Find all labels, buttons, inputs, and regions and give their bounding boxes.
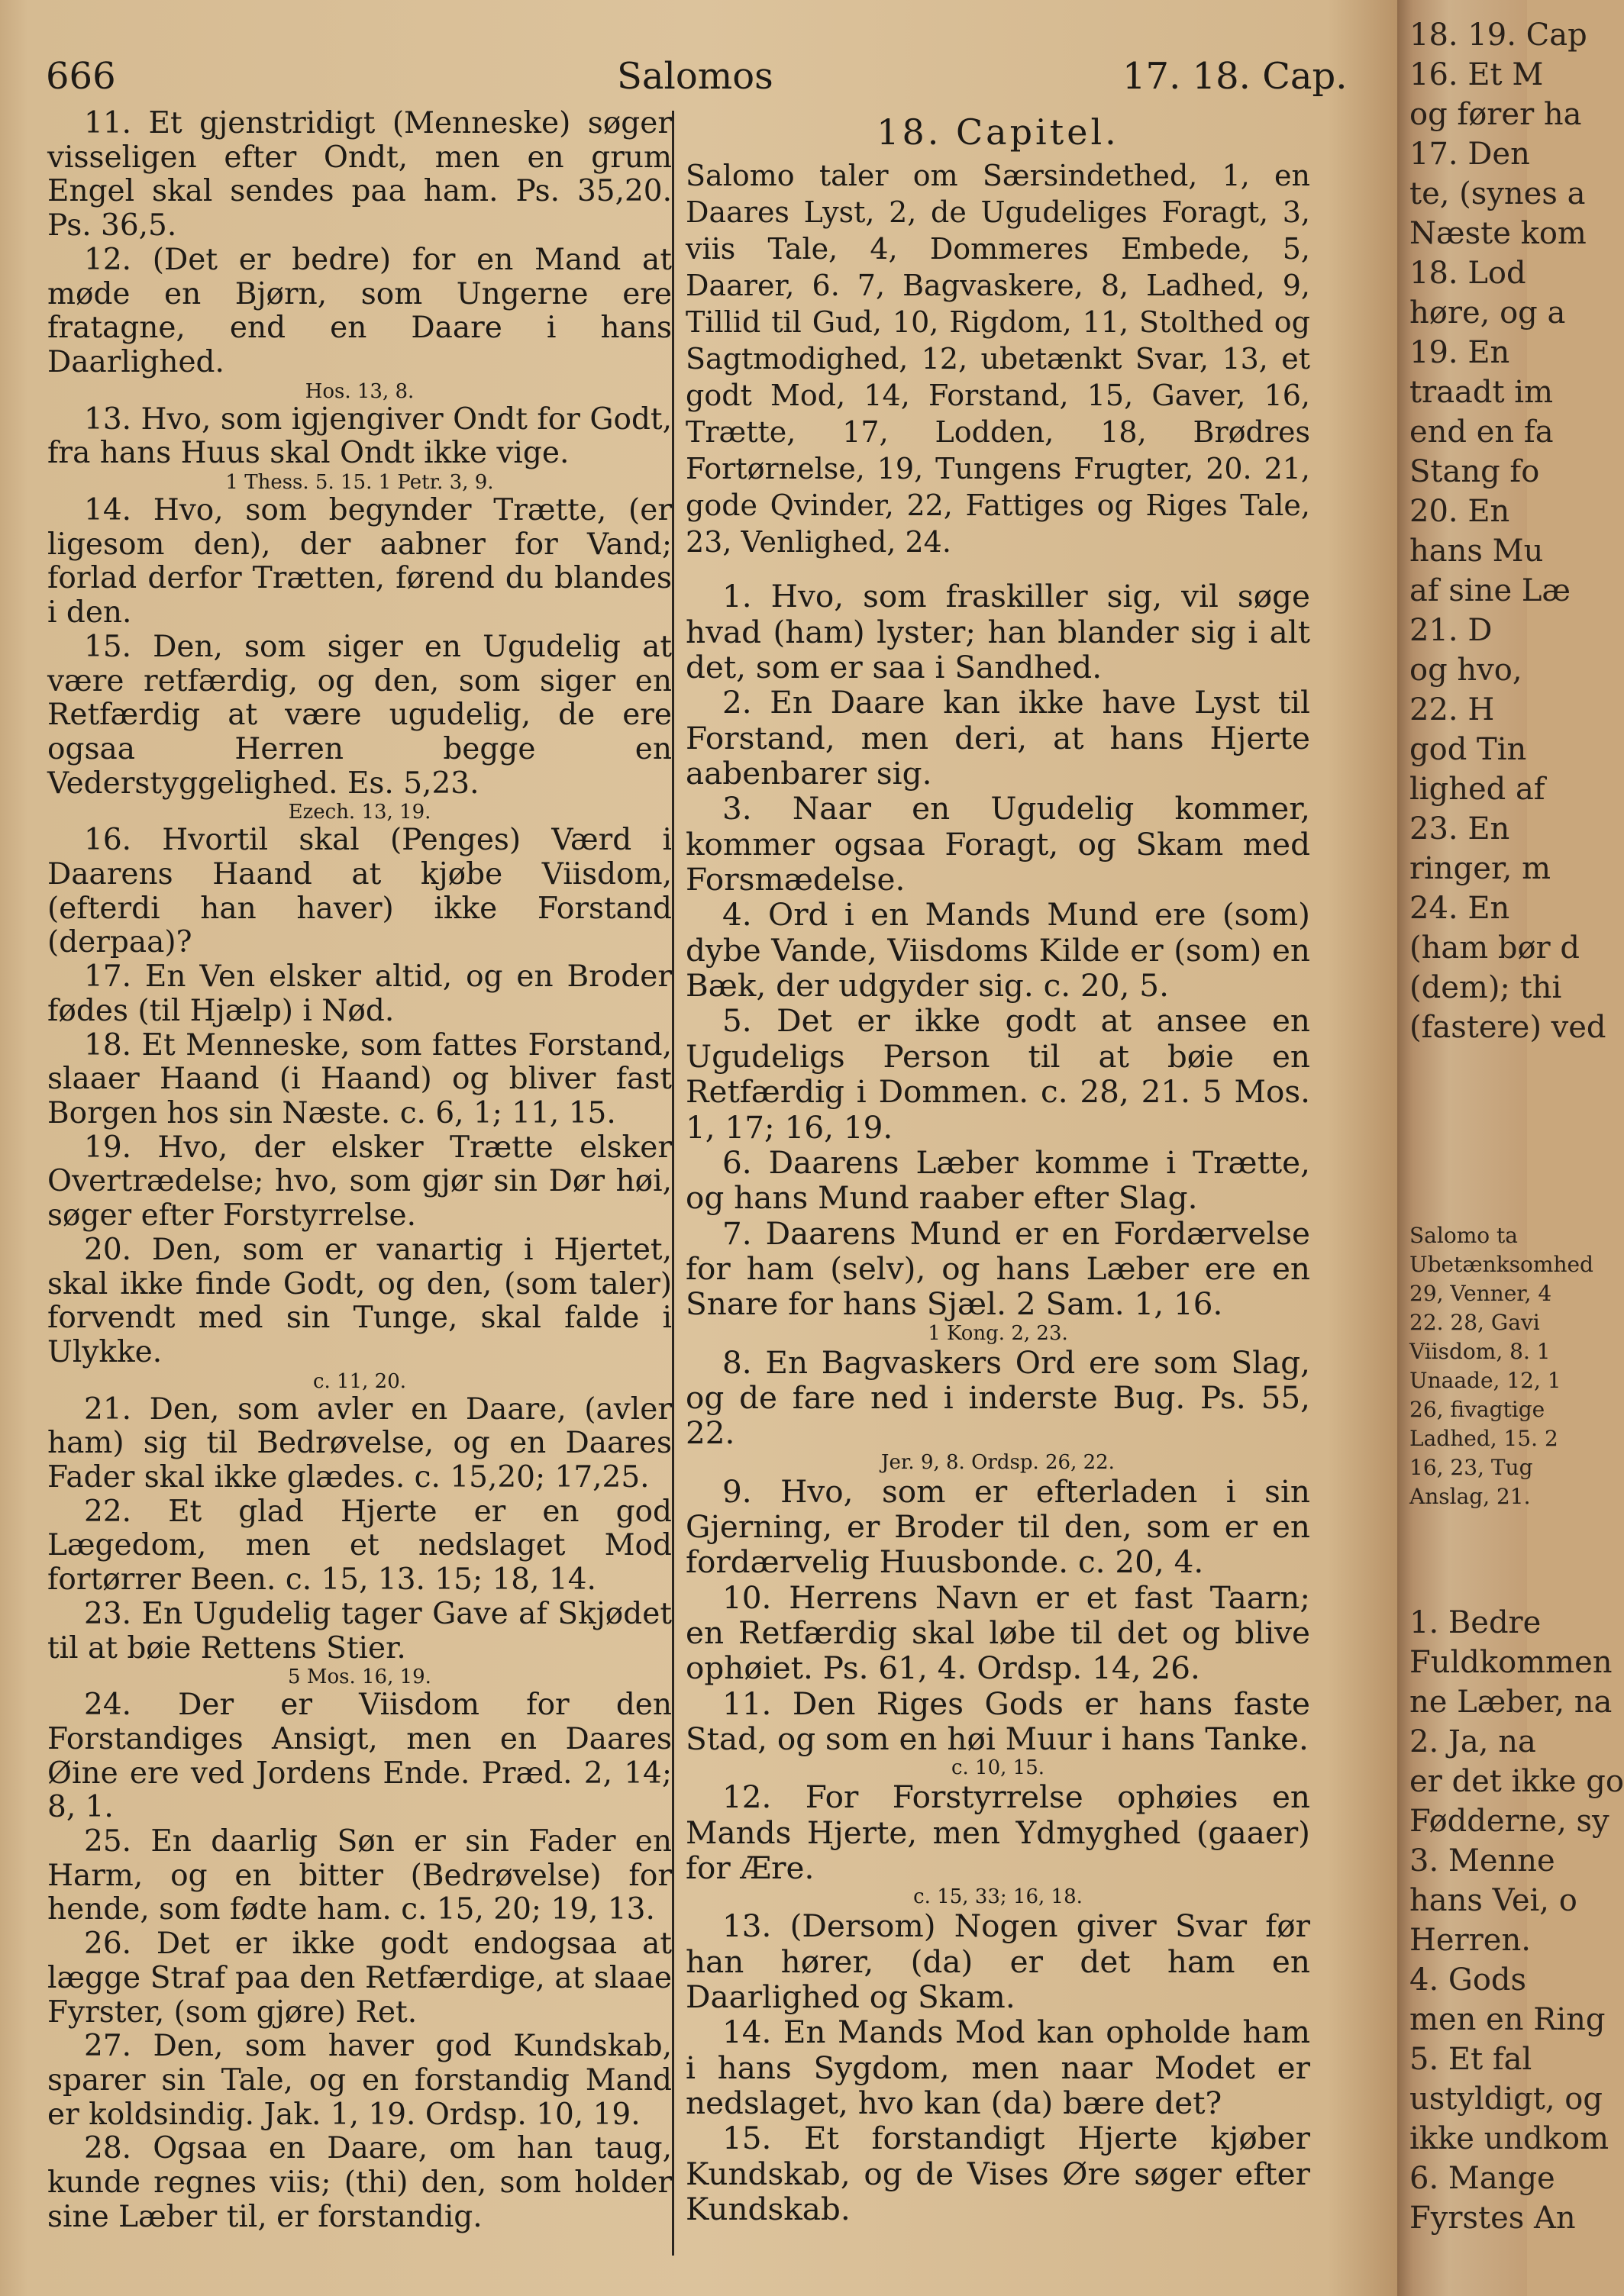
verse: 15. Et forstandigt Hjerte kjøber Kundskab, og de Vises Øre søger efter Kundskab.: [686, 2120, 1310, 2228]
adjacent-page-line: 16, 23, Tug: [1409, 1455, 1533, 1480]
adjacent-page-line: 17. Den: [1409, 137, 1530, 172]
verse: 23. En Ugudelig tager Gave af Skjødet til at bøie Rettens Stier.: [47, 1596, 672, 1666]
adjacent-page-line: Stang fo: [1409, 454, 1540, 489]
verse-cross-reference: c. 10, 15.: [951, 1756, 1045, 1780]
adjacent-page-line: (ham bør d: [1409, 930, 1580, 966]
right-verses: [686, 579, 1310, 2227]
adjacent-page-line: men en Ring: [1409, 2002, 1606, 2037]
verse: 3. Naar en Ugudelig kommer, kommer ogsaa Foragt, og Skam med Forsmædelse.: [686, 790, 1310, 898]
right-column: [686, 107, 1310, 2227]
verse: 16. Hvortil skal (Penges) Værd i Daarens Haand at kjøbe Viisdom, (efterdi han haver) ikke Forstand (derpaa)?: [47, 823, 672, 960]
adjacent-page-line: høre, og a: [1409, 295, 1566, 331]
adjacent-page-line: 26, fivagtige: [1409, 1397, 1545, 1422]
adjacent-page-line: 24. En: [1409, 891, 1510, 926]
adjacent-page-line: ringer, m: [1409, 851, 1551, 886]
verse: 10. Herrens Navn er et fast Taarn; en Retfærdig skal løbe til det og blive ophøiet. Ps. 61, 4. Ordsp. 14, 26.: [686, 1578, 1310, 1687]
adjacent-page-line: Salomo ta: [1409, 1223, 1518, 1248]
verse: 1. Hvo, som fraskiller sig, vil søge hvad (ham) lyster; han blander sig i alt det, som er saa i Sandhed.: [686, 578, 1310, 686]
verse: 7. Daarens Mund er en Fordærvelse for ham (selv), og hans Læber ere en Snare for hans Sjæl. 2 Sam. 1, 16.: [686, 1214, 1310, 1323]
adjacent-page-line: 29, Venner, 4: [1409, 1281, 1552, 1306]
adjacent-page-line: 23. En: [1409, 811, 1510, 846]
verse-cross-reference: Ezech. 13, 19.: [288, 801, 431, 824]
adjacent-page-line: te, (synes a: [1409, 176, 1586, 211]
adjacent-page-line: 18. 19. Cap: [1409, 18, 1587, 53]
chapter-summary: Salomo taler om Særsindethed, 1, en Daares Lyst, 2, de Ugudeliges Foragt, 3, viis Tale, 4, Dommeres Embede, 5, Daarer, 6. 7, Bagvaskere, 8, Ladhed, 9, Tillid til Gud, 10, Rigdom, 11, Stolthed og Sagtmodighed, 12, ubetænkt Svar, 13, et godt Mod, 14, Forstand, 15, Gaver, 16, Trætte, 17, Lodden, 18, Brødres Fortørnelse, 19, Tungens Frugter, 20. 21, gode Qvinder, 22, Fattiges og Riges Tale, 23, Venlighed, 24.: [686, 159, 1310, 559]
adjacent-page-line: Viisdom, 8. 1: [1409, 1339, 1551, 1364]
adjacent-page-line: og fører ha: [1409, 97, 1582, 132]
verse: 28. Ogsaa en Daare, om han taug, kunde regnes viis; (thi) den, som holder sine Læber til, er forstandig.: [47, 2131, 672, 2234]
adjacent-page-line: ustyldigt, og: [1409, 2082, 1603, 2117]
verse-cross-reference: 1 Kong. 2, 23.: [928, 1321, 1068, 1345]
adjacent-page-line: 4. Gods: [1409, 1962, 1527, 1998]
verse-cross-reference: c. 11, 20.: [312, 1369, 407, 1393]
chapter-heading: 18. Capitel.: [877, 111, 1119, 153]
adjacent-page-line: Ubetænksomhed: [1409, 1252, 1593, 1277]
verse: 6. Daarens Læber komme i Trætte, og hans Mund raaber efter Slag.: [686, 1143, 1310, 1217]
adjacent-page-text-bottom: [1409, 1603, 1624, 2238]
adjacent-page-line: 22. H: [1409, 692, 1495, 727]
adjacent-page-line: 2. Ja, na: [1409, 1724, 1536, 1759]
adjacent-page-line: 16. Et M: [1409, 57, 1544, 92]
verse: 26. Det er ikke godt endogsaa at lægge Straf paa den Retfærdige, at slaae Fyrster, (som gjøre) Ret.: [47, 1927, 672, 2030]
verse: 22. Et glad Hjerte er en god Lægedom, men et nedslaget Mod fortørrer Been. c. 15, 13. 15; 18, 14.: [47, 1494, 672, 1598]
verse: 11. Et gjenstridigt (Menneske) søger visseligen efter Ondt, men en grum Engel skal sendes paa ham. Ps. 35,20. Ps. 36,5.: [47, 106, 672, 243]
verse-cross-reference: 1 Thess. 5. 15. 1 Petr. 3, 9.: [225, 471, 494, 495]
adjacent-page-summary: [1409, 1221, 1593, 1511]
verse: 15. Den, som siger en Ugudelig at være retfærdig, og den, som siger en Retfærdig at være ugudelig, de ere ogsaa Herren begge en Vederstyggelighed. Es. 5,23.: [47, 629, 672, 801]
verse: 19. Hvo, der elsker Trætte elsker Overtrædelse; hvo, som gjør sin Dør høi, søger efter Forstyrrelse.: [47, 1130, 672, 1233]
left-column: [47, 107, 672, 2234]
verse: 17. En Ven elsker altid, og en Broder fødes (til Hjælp) i Nød.: [47, 959, 672, 1028]
adjacent-page-line: god Tin: [1409, 732, 1527, 767]
running-title: Salomos: [617, 55, 773, 98]
adjacent-page-line: 3. Menne: [1409, 1843, 1555, 1878]
adjacent-page-line: Anslag, 21.: [1409, 1484, 1531, 1509]
verse: 14. Hvo, som begynder Trætte, (er ligesom den), der aabner for Vand; forlad derfor Trætten, førend du blandes i den.: [47, 493, 672, 630]
adjacent-page-line: Fyrstes An: [1409, 2201, 1576, 2236]
adjacent-page-line: (fastere) ved: [1409, 1010, 1606, 1045]
adjacent-page-line: (dem); thi: [1409, 970, 1562, 1005]
verse: 11. Den Riges Gods er hans faste Stad, og som en høi Muur i hans Tanke.: [686, 1685, 1310, 1757]
verse-cross-reference: 5 Mos. 16, 19.: [288, 1666, 431, 1689]
adjacent-page-line: Næste kom: [1409, 216, 1587, 251]
adjacent-page-line: og hvo,: [1409, 653, 1522, 688]
verse: 12. (Det er bedre) for en Mand at møde en Bjørn, som Ungerne ere fratagne, end en Daare i hans Daarlighed.: [47, 242, 672, 379]
adjacent-page-line: 5. Et fal: [1409, 2042, 1532, 2077]
adjacent-page-line: Ladhed, 15. 2: [1409, 1426, 1558, 1451]
adjacent-page-line: 18. Lod: [1409, 256, 1526, 291]
verse: 4. Ord i en Mands Mund ere (som) dybe Vande, Viisdoms Kilde er (som) en Bæk, der udgyder sig. c. 20, 5.: [686, 896, 1310, 1004]
adjacent-page-line: Fuldkommen: [1409, 1645, 1613, 1680]
adjacent-page-line: 21. D: [1409, 613, 1493, 648]
adjacent-page-line: end en fa: [1409, 414, 1554, 450]
chapter-reference: 17. 18. Cap.: [1122, 55, 1348, 98]
adjacent-page-line: lighed af: [1409, 772, 1545, 807]
adjacent-page-line: Herren.: [1409, 1923, 1531, 1958]
verse: 9. Hvo, som er efterladen i sin Gjerning, er Broder til den, som er en fordærvelig Huusbonde. c. 20, 4.: [686, 1472, 1310, 1581]
verse-cross-reference: c. 15, 33; 16, 18.: [913, 1885, 1083, 1909]
verse: 25. En daarlig Søn er sin Fader en Harm, og en bitter (Bedrøvelse) for hende, som fødte ham. c. 15, 20; 19, 13.: [47, 1824, 672, 1927]
verse: 8. En Bagvaskers Ord ere som Slag, og de fare ned i inderste Bug. Ps. 55, 22.: [686, 1343, 1310, 1452]
verse: 14. En Mands Mod kan opholde ham i hans Sygdom, men naar Modet er nedslaget, hvo kan (da) bære det?: [686, 2014, 1310, 2122]
adjacent-page-line: 1. Bedre: [1409, 1605, 1542, 1640]
adjacent-page-line: Fødderne, sy: [1409, 1804, 1609, 1839]
adjacent-page-line: 6. Mange: [1409, 2161, 1555, 2196]
verse: 20. Den, som er vanartig i Hjertet, skal ikke finde Godt, og den, (som taler) forvendt med sin Tunge, skal falde i Ulykke.: [47, 1232, 672, 1369]
adjacent-page-line: traadt im: [1409, 375, 1554, 410]
adjacent-page-line: af sine Læ: [1409, 573, 1571, 608]
verse: 21. Den, som avler en Daare, (avler ham) sig til Bedrøvelse, og en Daares Fader skal ikke glædes. c. 15,20; 17,25.: [47, 1391, 672, 1495]
adjacent-page-line: 20. En: [1409, 494, 1510, 529]
adjacent-page-line: hans Vei, o: [1409, 1883, 1577, 1918]
adjacent-page-line: ne Læber, na: [1409, 1685, 1613, 1720]
adjacent-page-edge: [1397, 0, 1624, 2296]
column-divider: [672, 111, 674, 2256]
verse: 5. Det er ikke godt at ansee en Ugudeligs Person til at bøie en Retfærdig i Dommen. c. 28, 21. 5 Mos. 1, 17; 16, 19.: [686, 1002, 1310, 1146]
verse: 13. Hvo, som igjengiver Ondt for Godt, fra hans Huus skal Ondt ikke vige.: [47, 401, 672, 471]
adjacent-page-line: Unaade, 12, 1: [1409, 1368, 1561, 1393]
verse: 12. For Forstyrrelse ophøies en Mands Hjerte, men Ydmyghed (gaaer) for Ære.: [686, 1778, 1310, 1887]
adjacent-page-text-top: [1409, 15, 1606, 1047]
verse: 13. (Dersom) Nogen giver Svar før han hører, (da) er det ham en Daarlighed og Skam.: [686, 1907, 1310, 2016]
page-number: 666: [46, 55, 116, 98]
verse-cross-reference: Jer. 9, 8. Ordsp. 26, 22.: [881, 1450, 1115, 1474]
verse: 27. Den, som haver god Kundskab, sparer sin Tale, og en forstandig Mand er koldsindig. Jak. 1, 19. Ordsp. 10, 19.: [47, 2029, 672, 2132]
verse-cross-reference: Hos. 13, 8.: [305, 379, 415, 403]
verse: 24. Der er Viisdom for den Forstandiges Ansigt, men en Daares Øine ere ved Jordens Ende. Præd. 2, 14; 8, 1.: [47, 1688, 672, 1825]
verse: 2. En Daare kan ikke have Lyst til Forstand, men deri, at hans Hjerte aabenbarer sig.: [686, 684, 1310, 792]
adjacent-page-line: ikke undkom: [1409, 2121, 1609, 2156]
adjacent-page-line: er det ikke go: [1409, 1764, 1624, 1799]
adjacent-page-line: hans Mu: [1409, 534, 1544, 569]
adjacent-page-line: 19. En: [1409, 335, 1510, 370]
verse: 18. Et Menneske, som fattes Forstand, slaaer Haand (i Haand) og bliver fast Borgen hos sin Næste. c. 6, 1; 11, 15.: [47, 1027, 672, 1130]
adjacent-page-line: 22. 28, Gavi: [1409, 1310, 1540, 1335]
